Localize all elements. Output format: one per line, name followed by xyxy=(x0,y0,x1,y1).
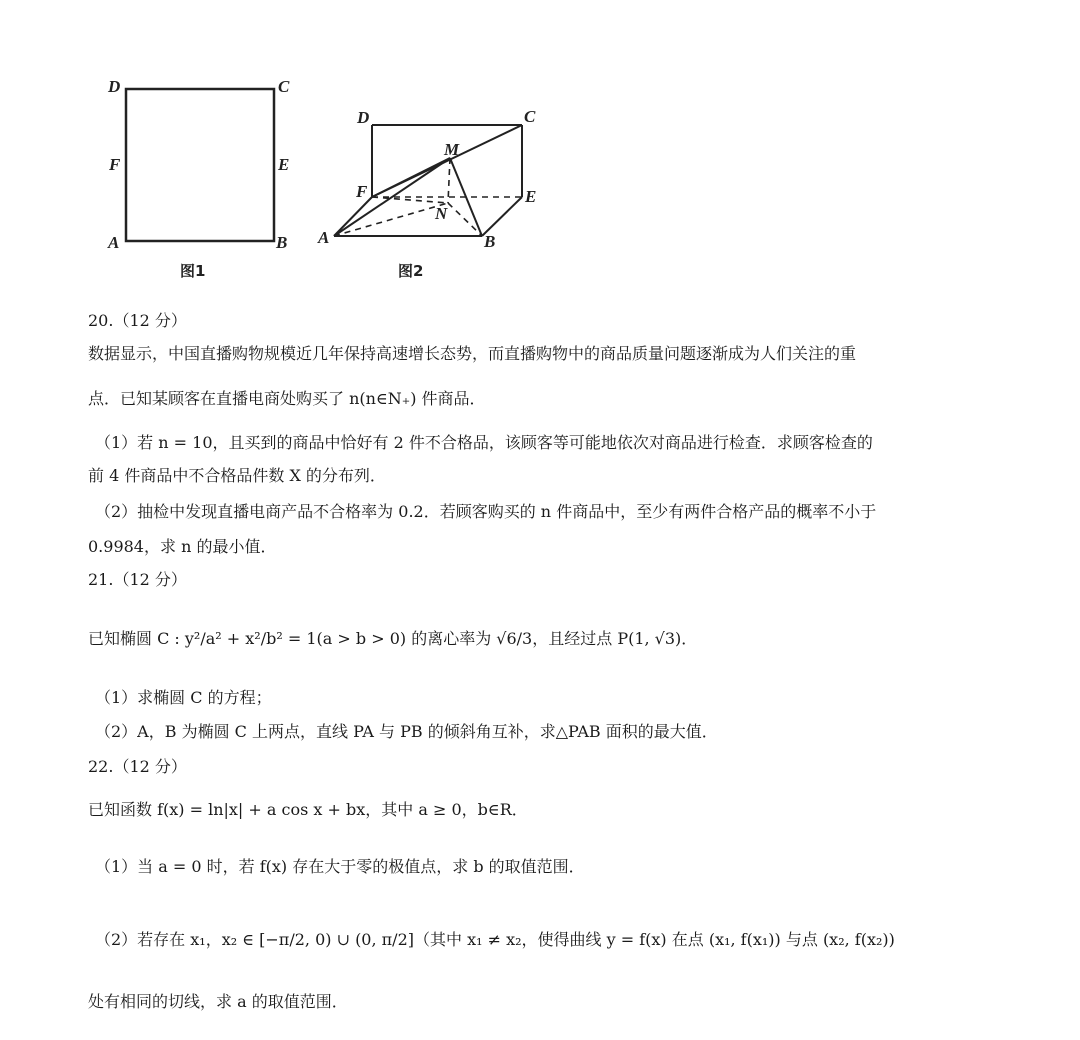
q22-subquestion-1: （1）当 a = 0 时，若 f(x) 存在大于零的极值点，求 b 的取值范围． xyxy=(95,857,585,876)
figure-2 xyxy=(310,95,560,290)
label-b: B xyxy=(484,232,496,251)
q20-subquestion-1a: （1）若 n = 10，且买到的商品中恰好有 2 件不合格品，该顾客等可能地依次对商品进行检查．求顾客检查的 xyxy=(95,433,873,452)
q20-subquestion-1b: 前 4 件商品中不合格品件数 X 的分布列． xyxy=(88,466,386,485)
label-a: A xyxy=(318,228,330,247)
label-f: F xyxy=(356,182,368,201)
q20-header: 20.（12 分） xyxy=(88,311,187,330)
q20-text-2: 点．已知某顾客在直播电商处购买了 n(n∈N₊) 件商品． xyxy=(88,389,486,408)
figure-2-caption: 图2 xyxy=(398,262,424,280)
label-b: B xyxy=(276,233,288,252)
edge-nb-dashed xyxy=(448,203,482,236)
label-m: M xyxy=(444,140,460,159)
label-n: N xyxy=(435,204,448,223)
label-d: D xyxy=(357,108,370,127)
q22-header: 22.（12 分） xyxy=(88,757,187,776)
q21-header: 21.（12 分） xyxy=(88,570,187,589)
label-e: E xyxy=(525,187,537,206)
edge-af xyxy=(334,197,372,236)
label-c: C xyxy=(524,107,536,126)
q21-subquestion-2: （2）A，B 为椭圆 C 上两点，直线 PA 与 PB 的倾斜角互补，求△PAB 面积的最大值． xyxy=(95,722,718,741)
q22-subquestion-2: （2）若存在 x₁，x₂ ∈ [−π/2, 0) ∪ (0, π/2]（其中 x₁ ≠ x₂，使得曲线 y = f(x) 在点 (x₁, f(x₁)) 与点 (x₂, f(x₂)) xyxy=(95,930,895,949)
edge-cb xyxy=(482,197,522,236)
q22-subquestion-2b: 处有相同的切线，求 a 的取值范围． xyxy=(88,992,348,1011)
label-e: E xyxy=(278,155,290,174)
q22-text: 已知函数 f(x) = ln|x| + a cos x + bx，其中 a ≥ 0，b∈R． xyxy=(88,800,528,819)
label-c: C xyxy=(278,77,290,96)
label-f: F xyxy=(109,155,121,174)
label-a: A xyxy=(108,233,120,252)
q21-text: 已知椭圆 C : y²/a² + x²/b² = 1(a > b > 0) 的离心率为 √6/3，且经过点 P(1, √3)． xyxy=(88,629,698,648)
figure-1-caption: 图1 xyxy=(180,262,206,280)
edge-fm xyxy=(372,158,450,197)
figure-1 xyxy=(100,70,310,290)
q20-text-1: 数据显示，中国直播购物规模近几年保持高速增长态势，而直播购物中的商品质量问题逐渐成为人们关注的重 xyxy=(88,344,857,363)
q20-subquestion-2b: 0.9984，求 n 的最小值． xyxy=(88,537,277,556)
q21-subquestion-1: （1）求椭圆 C 的方程； xyxy=(95,688,272,707)
label-d: D xyxy=(108,77,121,96)
q20-subquestion-2a: （2）抽检中发现直播电商产品不合格率为 0.2．若顾客购买的 n 件商品中，至少有两件合格产品的概率不小于 xyxy=(95,502,877,521)
square-abcd xyxy=(126,89,274,241)
